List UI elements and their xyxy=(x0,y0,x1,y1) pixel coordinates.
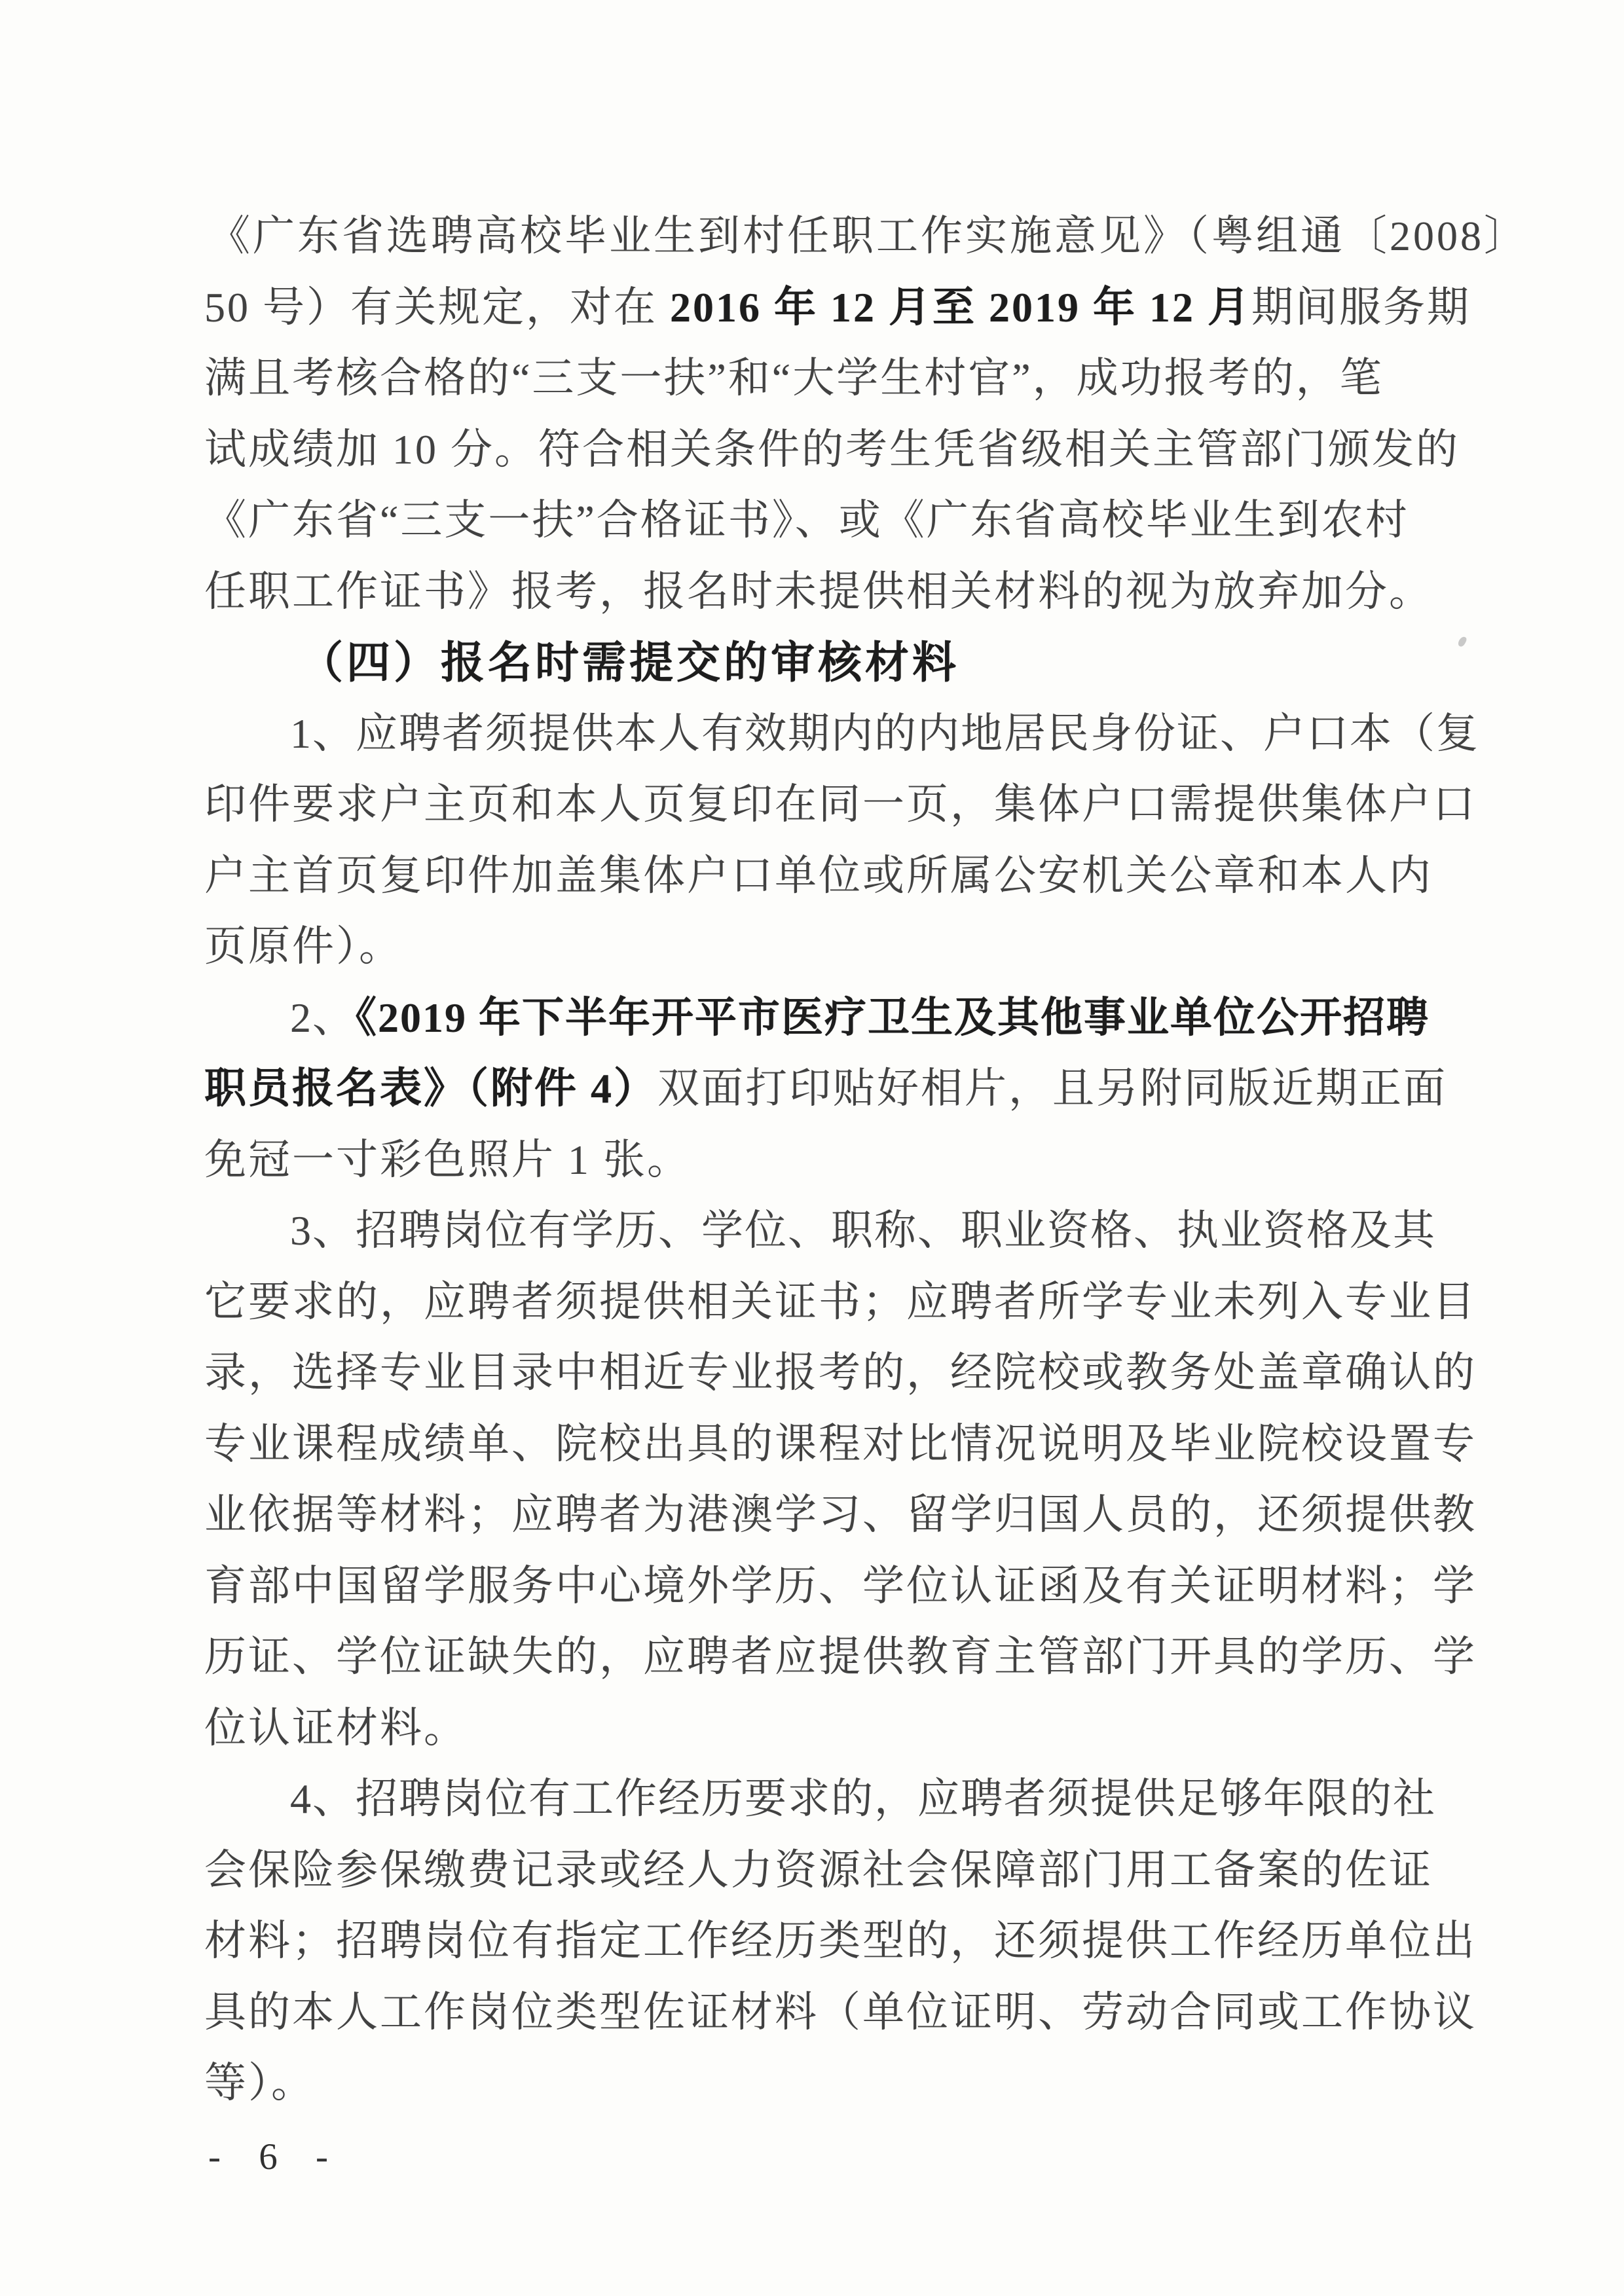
bold-text-segment: （四）报名时需提交的审核材料 xyxy=(299,639,959,687)
bold-text-segment: 职员报名表》（附件 4） xyxy=(204,1065,657,1112)
text-line xyxy=(204,498,1409,542)
text-segment: 任职工作证书》报考，报名时未提供相关材料的视为放弃加分。 xyxy=(204,568,1433,615)
text-segment: 材料；招聘岗位有指定工作经历类型的，还须提供工作经历单位出 xyxy=(204,1918,1477,1964)
text-line xyxy=(299,640,959,686)
text-segment: 免冠一寸彩色照片 1 张。 xyxy=(204,1137,691,1183)
text-segment: 它要求的，应聘者须提供相关证书；应聘者所学专业未列入专业目 xyxy=(204,1279,1477,1325)
text-segment: 具的本人工作岗位类型佐证材料（单位证明、劳动合同或工作协议 xyxy=(204,1989,1477,2035)
text-segment: 印件要求户主页和本人页复印在同一页，集体户口需提供集体户口 xyxy=(204,781,1477,828)
text-segment: 户主首页复印件加盖集体户口单位或所属公安机关公章和本人内 xyxy=(204,852,1433,899)
text-segment: 3、招聘岗位有学历、学位、职称、职业资格、执业资格及其 xyxy=(290,1207,1436,1254)
text-segment: 期间服务期 xyxy=(1251,284,1471,331)
text-line xyxy=(208,214,1528,258)
text-line xyxy=(204,1706,468,1750)
text-line xyxy=(204,1919,1477,1963)
bold-text-segment: 2016 年 12 月至 2019 年 12 月 xyxy=(670,284,1251,331)
text-line xyxy=(204,1635,1477,1679)
text-line xyxy=(290,996,1430,1040)
text-segment: 1、应聘者须提供本人有效期内的内地居民身份证、户口本（复 xyxy=(290,710,1479,757)
text-line xyxy=(204,1564,1477,1608)
text-segment: 等）。 xyxy=(204,2060,315,2106)
text-line xyxy=(204,1351,1477,1394)
text-segment: 位认证材料。 xyxy=(204,1705,468,1751)
text-segment: 会保险参保缴费记录或经人力资源社会保障部门用工备案的佐证 xyxy=(204,1847,1433,1893)
text-line xyxy=(204,1066,1447,1110)
text-line xyxy=(290,1777,1436,1821)
text-line xyxy=(204,854,1433,898)
text-segment: 4、招聘岗位有工作经历要求的，应聘者须提供足够年限的社 xyxy=(290,1776,1436,1822)
text-segment: 《广东省选聘高校毕业生到村任职工作实施意见》（粤组通〔2008〕 xyxy=(208,213,1528,259)
text-line xyxy=(204,1990,1477,2034)
bold-text-segment: 《2019 年下半年开平市医疗卫生及其他事业单位公开招聘 xyxy=(356,994,1430,1041)
text-line xyxy=(204,356,1384,400)
text-line xyxy=(290,712,1479,756)
text-segment: 页原件）。 xyxy=(204,923,403,970)
text-segment: 专业课程成绩单、院校出具的课程对比情况说明及毕业院校设置专 xyxy=(204,1421,1477,1467)
text-segment: 《广东省“三支一扶”合格证书》、或《广东省高校毕业生到农村 xyxy=(204,497,1409,543)
text-line xyxy=(204,1138,691,1182)
text-line xyxy=(204,1493,1477,1537)
text-line xyxy=(204,1422,1477,1466)
text-line xyxy=(290,1209,1436,1252)
text-segment: 业依据等材料；应聘者为港澳学习、留学归国人员的，还须提供教 xyxy=(204,1491,1477,1538)
page-number: - 6 - xyxy=(208,2136,342,2178)
text-segment: 50 号）有关规定，对在 xyxy=(204,284,670,331)
text-segment: 育部中国留学服务中心境外学历、学位认证函及有关证明材料；学 xyxy=(204,1563,1477,1609)
text-line xyxy=(204,285,1471,329)
text-line xyxy=(204,2061,315,2105)
text-segment: 双面打印贴好相片，且另附同版近期正面 xyxy=(657,1065,1447,1112)
text-line xyxy=(204,570,1433,613)
text-segment: 录，选择专业目录中相近专业报考的，经院校或教务处盖章确认的 xyxy=(204,1349,1477,1396)
text-line xyxy=(204,782,1477,826)
text-segment: 满且考核合格的“三支一扶”和“大学生村官”，成功报考的，笔 xyxy=(204,355,1384,401)
text-line xyxy=(204,924,403,968)
text-line xyxy=(204,428,1460,471)
text-segment: 历证、学位证缺失的，应聘者应提供教育主管部门开具的学历、学 xyxy=(204,1633,1477,1680)
text-line xyxy=(204,1848,1433,1892)
text-segment: 2、 xyxy=(290,994,356,1041)
text-line xyxy=(204,1280,1477,1324)
text-segment: 试成绩加 10 分。符合相关条件的考生凭省级相关主管部门颁发的 xyxy=(204,426,1460,473)
